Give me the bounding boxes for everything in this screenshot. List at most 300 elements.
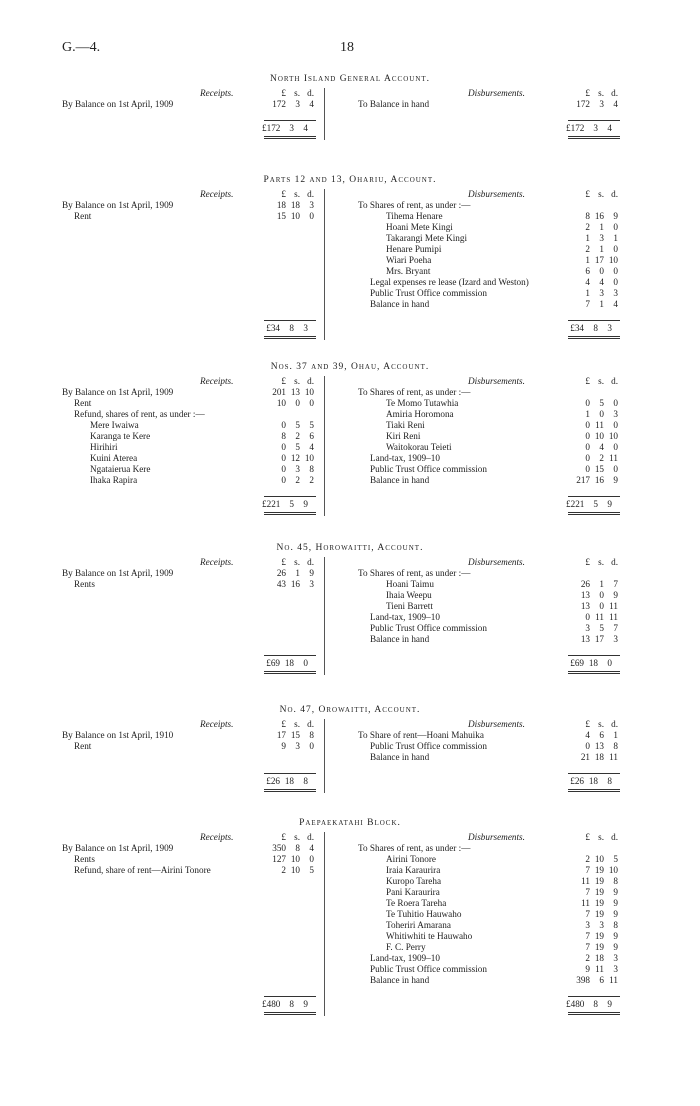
disbursement-entry: Tieni Barrett bbox=[386, 601, 433, 611]
receipts-total-shillings: 8 bbox=[289, 999, 294, 1009]
disbursement-amount bbox=[572, 909, 618, 920]
receipt-amount bbox=[268, 843, 314, 854]
receipts-column-heads-shillings: s. bbox=[294, 557, 300, 567]
section-title: North Island General Account. bbox=[269, 74, 431, 84]
disbursement-amount-pence: 11 bbox=[609, 453, 618, 463]
receipt-amount bbox=[268, 579, 314, 590]
disbursement-amount-shillings: 13 bbox=[594, 741, 604, 751]
receipts-column-heads-pounds: £ bbox=[281, 189, 286, 199]
receipt-amount bbox=[268, 730, 314, 741]
receipts-label: Receipts. bbox=[200, 376, 234, 386]
disbursement-amount bbox=[572, 222, 618, 233]
receipt-amount-pounds: 0 bbox=[281, 475, 286, 485]
double-rule bbox=[568, 338, 620, 339]
disbursement-entry: Balance in hand bbox=[370, 975, 430, 985]
disbursement-entry: Amiria Horomona bbox=[386, 409, 454, 419]
disbursement-amount-pence: 7 bbox=[613, 579, 618, 589]
receipt-amount-pence: 4 bbox=[309, 843, 314, 853]
double-rule bbox=[568, 789, 620, 790]
disbursement-amount bbox=[572, 453, 618, 464]
disbursement-amount bbox=[572, 623, 618, 634]
disbursement-amount-pounds: 2 bbox=[585, 244, 590, 254]
disbursement-amount bbox=[572, 898, 618, 909]
receipts-column-heads bbox=[268, 832, 314, 843]
receipt-entry: Rents bbox=[74, 854, 95, 864]
receipts-column-heads-pence: d. bbox=[307, 88, 314, 98]
disbursement-amount-shillings: 15 bbox=[594, 464, 604, 474]
disbursement-amount-shillings: 0 bbox=[599, 590, 604, 600]
receipts-column-heads-pounds: £ bbox=[281, 376, 286, 386]
page-code: G.—4. bbox=[62, 40, 101, 55]
disbursement-amount-shillings: 18 bbox=[594, 752, 604, 762]
receipts-column-heads bbox=[268, 719, 314, 730]
receipt-amount-shillings: 10 bbox=[290, 211, 300, 221]
disbursement-entry: To Shares of rent, as under :— bbox=[358, 843, 471, 853]
disbursement-amount-pounds: 172 bbox=[576, 99, 590, 109]
receipt-amount-pence: 10 bbox=[304, 453, 314, 463]
disbursement-amount-pence: 0 bbox=[613, 420, 618, 430]
receipt-entry: Refund, share of rent—Airini Tonore bbox=[74, 865, 211, 875]
receipt-amount bbox=[268, 387, 314, 398]
disbursement-amount-pence: 3 bbox=[613, 953, 618, 963]
disbursement-amount bbox=[572, 277, 618, 288]
disbursement-amount-pounds: 1 bbox=[585, 233, 590, 243]
disbursements-column-heads bbox=[572, 557, 618, 568]
receipts-column-heads bbox=[268, 189, 314, 200]
disbursements-total-pence: 0 bbox=[607, 658, 612, 668]
receipts-label: Receipts. bbox=[200, 557, 234, 567]
disbursements-column-heads bbox=[572, 376, 618, 387]
disbursements-column-heads-shillings: s. bbox=[598, 719, 604, 729]
receipts-total bbox=[262, 658, 308, 669]
disbursements-label: Disbursements. bbox=[468, 376, 525, 386]
receipts-column-heads-pence: d. bbox=[307, 719, 314, 729]
disbursement-amount-shillings: 6 bbox=[599, 975, 604, 985]
section-title: No. 47, Orowaitti, Account. bbox=[279, 705, 421, 715]
receipts-total-pence: 4 bbox=[303, 123, 308, 133]
receipt-amount bbox=[268, 211, 314, 222]
disbursement-amount-shillings: 11 bbox=[595, 612, 604, 622]
receipt-amount-pounds: 172 bbox=[272, 99, 286, 109]
disbursement-entry: Henare Pumipi bbox=[386, 244, 442, 254]
receipts-column-heads-shillings: s. bbox=[294, 189, 300, 199]
receipt-amount-shillings: 1 bbox=[295, 568, 300, 578]
disbursement-entry: Land-tax, 1909–10 bbox=[370, 953, 440, 963]
receipt-entry: Mere Iwaiwa bbox=[90, 420, 139, 430]
disbursements-column-heads bbox=[572, 832, 618, 843]
disbursement-amount-pounds: 1 bbox=[585, 288, 590, 298]
disbursement-amount-shillings: 19 bbox=[594, 942, 604, 952]
disbursement-amount bbox=[572, 741, 618, 752]
disbursement-amount-pence: 10 bbox=[608, 865, 618, 875]
disbursements-total-pounds: £221 bbox=[566, 499, 585, 509]
receipt-entry: Hirihiri bbox=[90, 442, 118, 452]
receipt-amount-shillings: 18 bbox=[290, 200, 300, 210]
disbursement-amount bbox=[572, 568, 618, 579]
disbursements-label: Disbursements. bbox=[468, 719, 525, 729]
disbursement-amount-pounds: 11 bbox=[581, 876, 590, 886]
double-rule bbox=[568, 336, 620, 337]
disbursement-entry: To Balance in hand bbox=[358, 99, 430, 109]
disbursement-amount-shillings: 10 bbox=[594, 854, 604, 864]
disbursement-amount-pounds: 0 bbox=[585, 612, 590, 622]
receipt-amount-shillings: 15 bbox=[290, 730, 300, 740]
receipt-amount bbox=[268, 464, 314, 475]
disbursements-total bbox=[566, 658, 612, 669]
section-title: Paepaekatahi Block. bbox=[299, 818, 401, 828]
double-rule bbox=[568, 1012, 620, 1013]
disbursement-amount bbox=[572, 920, 618, 931]
disbursement-amount-shillings: 11 bbox=[595, 420, 604, 430]
disbursements-column-heads bbox=[572, 88, 618, 99]
double-rule bbox=[264, 671, 316, 672]
disbursement-amount-shillings: 10 bbox=[594, 431, 604, 441]
disbursement-entry: Airini Tonore bbox=[386, 854, 436, 864]
receipt-amount-shillings: 12 bbox=[290, 453, 300, 463]
disbursement-entry: Public Trust Office commission bbox=[370, 464, 487, 474]
disbursement-amount-pence: 11 bbox=[609, 601, 618, 611]
disbursement-amount-shillings: 3 bbox=[599, 99, 604, 109]
disbursement-amount-pounds: 7 bbox=[585, 931, 590, 941]
receipts-column-heads-shillings: s. bbox=[294, 88, 300, 98]
receipt-entry: Rent bbox=[74, 741, 92, 751]
disbursement-amount-pounds: 2 bbox=[585, 953, 590, 963]
disbursement-amount bbox=[572, 865, 618, 876]
disbursement-amount-pounds: 7 bbox=[585, 942, 590, 952]
disbursement-amount-shillings: 5 bbox=[599, 623, 604, 633]
total-rule bbox=[568, 655, 620, 656]
column-divider bbox=[324, 557, 325, 675]
receipts-column-heads-pounds: £ bbox=[281, 557, 286, 567]
disbursements-column-heads-pounds: £ bbox=[585, 557, 590, 567]
receipt-amount-pence: 6 bbox=[309, 431, 314, 441]
receipt-entry: Rent bbox=[74, 211, 92, 221]
receipt-entry: By Balance on 1st April, 1909 bbox=[62, 200, 174, 210]
disbursements-total-pounds: £480 bbox=[566, 999, 585, 1009]
disbursement-amount-pence: 9 bbox=[613, 475, 618, 485]
receipt-amount-pence: 9 bbox=[309, 568, 314, 578]
receipt-amount-pence: 4 bbox=[309, 442, 314, 452]
disbursement-amount bbox=[572, 431, 618, 442]
disbursement-amount bbox=[572, 975, 618, 986]
disbursement-entry: Takarangi Mete Kingi bbox=[386, 233, 467, 243]
disbursement-amount-shillings: 19 bbox=[594, 898, 604, 908]
disbursement-amount-shillings: 19 bbox=[594, 865, 604, 875]
disbursement-amount-shillings: 4 bbox=[599, 442, 604, 452]
double-rule bbox=[264, 791, 316, 792]
receipts-column-heads-shillings: s. bbox=[294, 376, 300, 386]
disbursement-amount-pounds: 0 bbox=[585, 453, 590, 463]
disbursements-column-heads-pence: d. bbox=[611, 557, 618, 567]
disbursement-amount-pounds: 3 bbox=[585, 920, 590, 930]
receipt-amount-pence: 3 bbox=[309, 200, 314, 210]
disbursement-amount-pounds: 11 bbox=[581, 898, 590, 908]
disbursement-amount-pounds: 0 bbox=[585, 398, 590, 408]
disbursement-amount-pence: 0 bbox=[613, 398, 618, 408]
receipt-amount-pounds: 350 bbox=[272, 843, 286, 853]
receipt-amount-pounds: 0 bbox=[281, 464, 286, 474]
double-rule bbox=[264, 136, 316, 137]
receipt-amount-pence: 0 bbox=[309, 398, 314, 408]
disbursement-amount-shillings: 1 bbox=[599, 579, 604, 589]
receipt-entry: Rent bbox=[74, 398, 92, 408]
disbursements-total-pounds: £34 bbox=[570, 323, 584, 333]
column-divider bbox=[324, 88, 325, 140]
disbursement-amount-shillings: 5 bbox=[599, 398, 604, 408]
disbursement-entry: Wiari Poeha bbox=[386, 255, 432, 265]
disbursements-total-shillings: 18 bbox=[588, 658, 598, 668]
receipt-amount-pence: 3 bbox=[309, 579, 314, 589]
disbursement-amount-pence: 8 bbox=[613, 741, 618, 751]
disbursement-amount-pounds: 1 bbox=[585, 409, 590, 419]
receipt-entry: Refund, shares of rent, as under :— bbox=[74, 409, 205, 419]
disbursements-total-pounds: £26 bbox=[570, 776, 584, 786]
disbursements-total-shillings: 18 bbox=[588, 776, 598, 786]
disbursement-entry: Tihema Henare bbox=[386, 211, 443, 221]
double-rule bbox=[264, 138, 316, 139]
disbursements-column-heads-pence: d. bbox=[611, 719, 618, 729]
disbursement-amount-shillings: 0 bbox=[599, 409, 604, 419]
receipt-amount-pounds: 18 bbox=[276, 200, 286, 210]
disbursement-amount bbox=[572, 420, 618, 431]
receipts-total-pounds: £172 bbox=[262, 123, 281, 133]
disbursement-amount-pence: 4 bbox=[613, 99, 618, 109]
disbursements-column-heads-pence: d. bbox=[611, 88, 618, 98]
disbursement-amount-pence: 8 bbox=[613, 920, 618, 930]
disbursements-column-heads-pence: d. bbox=[611, 189, 618, 199]
disbursement-amount-shillings: 17 bbox=[594, 255, 604, 265]
disbursement-entry: To Shares of rent, as under :— bbox=[358, 200, 471, 210]
disbursement-entry: Kiri Reni bbox=[386, 431, 421, 441]
disbursement-entry: Iraia Karaurira bbox=[386, 865, 441, 875]
receipt-amount bbox=[268, 200, 314, 211]
receipts-total-shillings: 18 bbox=[284, 658, 294, 668]
receipt-amount-shillings: 0 bbox=[295, 398, 300, 408]
disbursement-amount bbox=[572, 99, 618, 110]
disbursements-column-heads-pounds: £ bbox=[585, 88, 590, 98]
disbursement-entry: Kuropo Tareha bbox=[386, 876, 442, 886]
disbursement-amount-pence: 9 bbox=[613, 590, 618, 600]
disbursement-entry: Balance in hand bbox=[370, 475, 430, 485]
disbursement-amount-pounds: 2 bbox=[585, 854, 590, 864]
receipts-total-pounds: £26 bbox=[266, 776, 280, 786]
disbursement-amount bbox=[572, 266, 618, 277]
disbursement-amount bbox=[572, 601, 618, 612]
receipts-total-pounds: £221 bbox=[262, 499, 281, 509]
disbursements-total bbox=[566, 123, 612, 134]
double-rule bbox=[568, 512, 620, 513]
disbursement-amount bbox=[572, 953, 618, 964]
total-rule bbox=[568, 773, 620, 774]
disbursement-amount-pounds: 3 bbox=[585, 623, 590, 633]
disbursements-total-pence: 9 bbox=[607, 499, 612, 509]
disbursement-entry: Balance in hand bbox=[370, 634, 430, 644]
receipts-total-shillings: 3 bbox=[289, 123, 294, 133]
receipts-total-pence: 3 bbox=[303, 323, 308, 333]
receipt-entry: Ngataierua Kere bbox=[90, 464, 151, 474]
disbursement-amount-pounds: 0 bbox=[585, 420, 590, 430]
disbursement-amount bbox=[572, 854, 618, 865]
disbursement-amount-pounds: 217 bbox=[576, 475, 590, 485]
disbursement-amount-pounds: 0 bbox=[585, 431, 590, 441]
disbursement-entry: Pani Karaurira bbox=[386, 887, 440, 897]
disbursement-amount-pence: 11 bbox=[609, 752, 618, 762]
disbursement-amount-pounds: 1 bbox=[585, 255, 590, 265]
receipts-label: Receipts. bbox=[200, 189, 234, 199]
disbursement-entry: To Shares of rent, as under :— bbox=[358, 387, 471, 397]
receipt-amount bbox=[268, 442, 314, 453]
receipts-column-heads-shillings: s. bbox=[294, 832, 300, 842]
disbursements-column-heads-pounds: £ bbox=[585, 832, 590, 842]
receipt-amount-shillings: 3 bbox=[295, 99, 300, 109]
receipt-amount-shillings: 2 bbox=[295, 431, 300, 441]
disbursements-column-heads-pence: d. bbox=[611, 832, 618, 842]
disbursement-amount bbox=[572, 233, 618, 244]
receipt-amount-pounds: 8 bbox=[281, 431, 286, 441]
double-rule bbox=[568, 136, 620, 137]
disbursement-entry: Te Roera Tareha bbox=[386, 898, 447, 908]
receipt-entry: By Balance on 1st April, 1910 bbox=[62, 730, 174, 740]
double-rule bbox=[264, 1012, 316, 1013]
column-divider bbox=[324, 189, 325, 340]
disbursement-amount-pounds: 6 bbox=[585, 266, 590, 276]
disbursement-amount-shillings: 1 bbox=[599, 222, 604, 232]
total-rule bbox=[568, 996, 620, 997]
double-rule bbox=[264, 789, 316, 790]
receipt-amount-pounds: 15 bbox=[276, 211, 286, 221]
receipt-amount-pence: 0 bbox=[309, 211, 314, 221]
total-rule bbox=[264, 496, 316, 497]
disbursement-amount-shillings: 19 bbox=[594, 909, 604, 919]
disbursement-amount-pounds: 7 bbox=[585, 909, 590, 919]
disbursements-column-heads-shillings: s. bbox=[598, 557, 604, 567]
receipt-amount-pounds: 10 bbox=[276, 398, 286, 408]
receipt-amount-pence: 0 bbox=[309, 741, 314, 751]
disbursement-entry: Tiaki Reni bbox=[386, 420, 425, 430]
disbursement-amount bbox=[572, 942, 618, 953]
disbursement-amount-pounds: 0 bbox=[585, 464, 590, 474]
disbursements-total-shillings: 8 bbox=[593, 999, 598, 1009]
receipt-entry: Karanga te Kere bbox=[90, 431, 151, 441]
receipt-amount bbox=[268, 475, 314, 486]
receipts-total-shillings: 8 bbox=[289, 323, 294, 333]
receipts-column-heads bbox=[268, 557, 314, 568]
disbursement-amount bbox=[572, 244, 618, 255]
disbursement-entry: Land-tax, 1909–10 bbox=[370, 612, 440, 622]
disbursements-total-pence: 4 bbox=[607, 123, 612, 133]
disbursement-amount-pence: 11 bbox=[609, 975, 618, 985]
receipts-total bbox=[262, 999, 308, 1010]
receipts-column-heads-pounds: £ bbox=[281, 719, 286, 729]
receipt-entry: By Balance on 1st April, 1909 bbox=[62, 387, 174, 397]
disbursement-entry: Ihaia Weepu bbox=[386, 590, 432, 600]
receipts-total-pounds: £34 bbox=[266, 323, 280, 333]
disbursement-amount bbox=[572, 464, 618, 475]
receipts-column-heads-pence: d. bbox=[307, 832, 314, 842]
disbursement-amount-pounds: 7 bbox=[585, 887, 590, 897]
disbursement-amount-pounds: 4 bbox=[585, 277, 590, 287]
disbursement-amount-pence: 0 bbox=[613, 222, 618, 232]
receipts-total-shillings: 5 bbox=[289, 499, 294, 509]
disbursement-amount-pounds: 7 bbox=[585, 299, 590, 309]
receipt-amount-pence: 2 bbox=[309, 475, 314, 485]
disbursement-amount-pounds: 9 bbox=[585, 964, 590, 974]
section-title: No. 45, Horowaitti, Account. bbox=[276, 543, 424, 553]
disbursement-amount-pounds: 13 bbox=[580, 634, 590, 644]
disbursement-amount bbox=[572, 752, 618, 763]
disbursements-column-heads-shillings: s. bbox=[598, 88, 604, 98]
total-rule bbox=[264, 773, 316, 774]
total-rule bbox=[264, 320, 316, 321]
disbursement-amount bbox=[572, 931, 618, 942]
disbursement-amount-shillings: 6 bbox=[599, 730, 604, 740]
receipts-total bbox=[262, 776, 308, 787]
receipt-amount-pounds: 17 bbox=[276, 730, 286, 740]
double-rule bbox=[568, 138, 620, 139]
disbursement-amount bbox=[572, 612, 618, 623]
disbursement-amount-pence: 9 bbox=[613, 887, 618, 897]
receipt-amount bbox=[268, 568, 314, 579]
receipts-total-shillings: 18 bbox=[284, 776, 294, 786]
disbursement-entry: Legal expenses re lease (Izard and Weston) bbox=[370, 277, 529, 287]
double-rule bbox=[568, 514, 620, 515]
receipt-amount-pounds: 201 bbox=[272, 387, 286, 397]
total-rule bbox=[264, 120, 316, 121]
disbursement-entry: Public Trust Office commission bbox=[370, 623, 487, 633]
double-rule bbox=[264, 336, 316, 337]
receipts-total bbox=[262, 123, 308, 134]
disbursement-entry: To Share of rent—Hoani Mahuika bbox=[358, 730, 484, 740]
disbursement-amount-pence: 0 bbox=[613, 464, 618, 474]
receipt-amount-pence: 8 bbox=[309, 464, 314, 474]
column-divider bbox=[324, 719, 325, 793]
disbursement-amount bbox=[572, 634, 618, 645]
receipt-entry: Rents bbox=[74, 579, 95, 589]
total-rule bbox=[568, 496, 620, 497]
receipt-amount bbox=[268, 420, 314, 431]
receipts-label: Receipts. bbox=[200, 832, 234, 842]
double-rule bbox=[264, 514, 316, 515]
disbursement-amount-pence: 9 bbox=[613, 898, 618, 908]
disbursement-entry: Toheriri Amarana bbox=[386, 920, 451, 930]
receipt-amount-shillings: 3 bbox=[295, 464, 300, 474]
disbursement-amount-shillings: 19 bbox=[594, 876, 604, 886]
receipt-entry: Kuini Aterea bbox=[90, 453, 138, 463]
section-title: Nos. 37 and 39, Ohau, Account. bbox=[270, 362, 430, 372]
disbursements-total bbox=[566, 776, 612, 787]
receipt-amount-shillings: 2 bbox=[295, 475, 300, 485]
disbursement-amount-pence: 1 bbox=[613, 730, 618, 740]
disbursement-amount-pence: 3 bbox=[613, 288, 618, 298]
disbursements-column-heads bbox=[572, 189, 618, 200]
disbursement-entry: Mrs. Bryant bbox=[386, 266, 431, 276]
receipts-column-heads-pounds: £ bbox=[281, 88, 286, 98]
total-rule bbox=[568, 320, 620, 321]
disbursement-entry: Te Momo Tutawhia bbox=[386, 398, 459, 408]
receipt-entry: By Balance on 1st April, 1909 bbox=[62, 568, 174, 578]
receipt-amount-shillings: 10 bbox=[290, 865, 300, 875]
receipt-amount-pounds: 0 bbox=[281, 442, 286, 452]
receipt-entry: Ihaka Rapira bbox=[90, 475, 138, 485]
receipts-column-heads-shillings: s. bbox=[294, 719, 300, 729]
disbursements-label: Disbursements. bbox=[468, 557, 525, 567]
disbursement-entry: Balance in hand bbox=[370, 752, 430, 762]
receipts-total-pence: 9 bbox=[303, 999, 308, 1009]
disbursement-amount-pence: 11 bbox=[609, 612, 618, 622]
disbursements-total-pence: 8 bbox=[607, 776, 612, 786]
receipt-amount-pence: 10 bbox=[304, 387, 314, 397]
column-divider bbox=[324, 376, 325, 516]
